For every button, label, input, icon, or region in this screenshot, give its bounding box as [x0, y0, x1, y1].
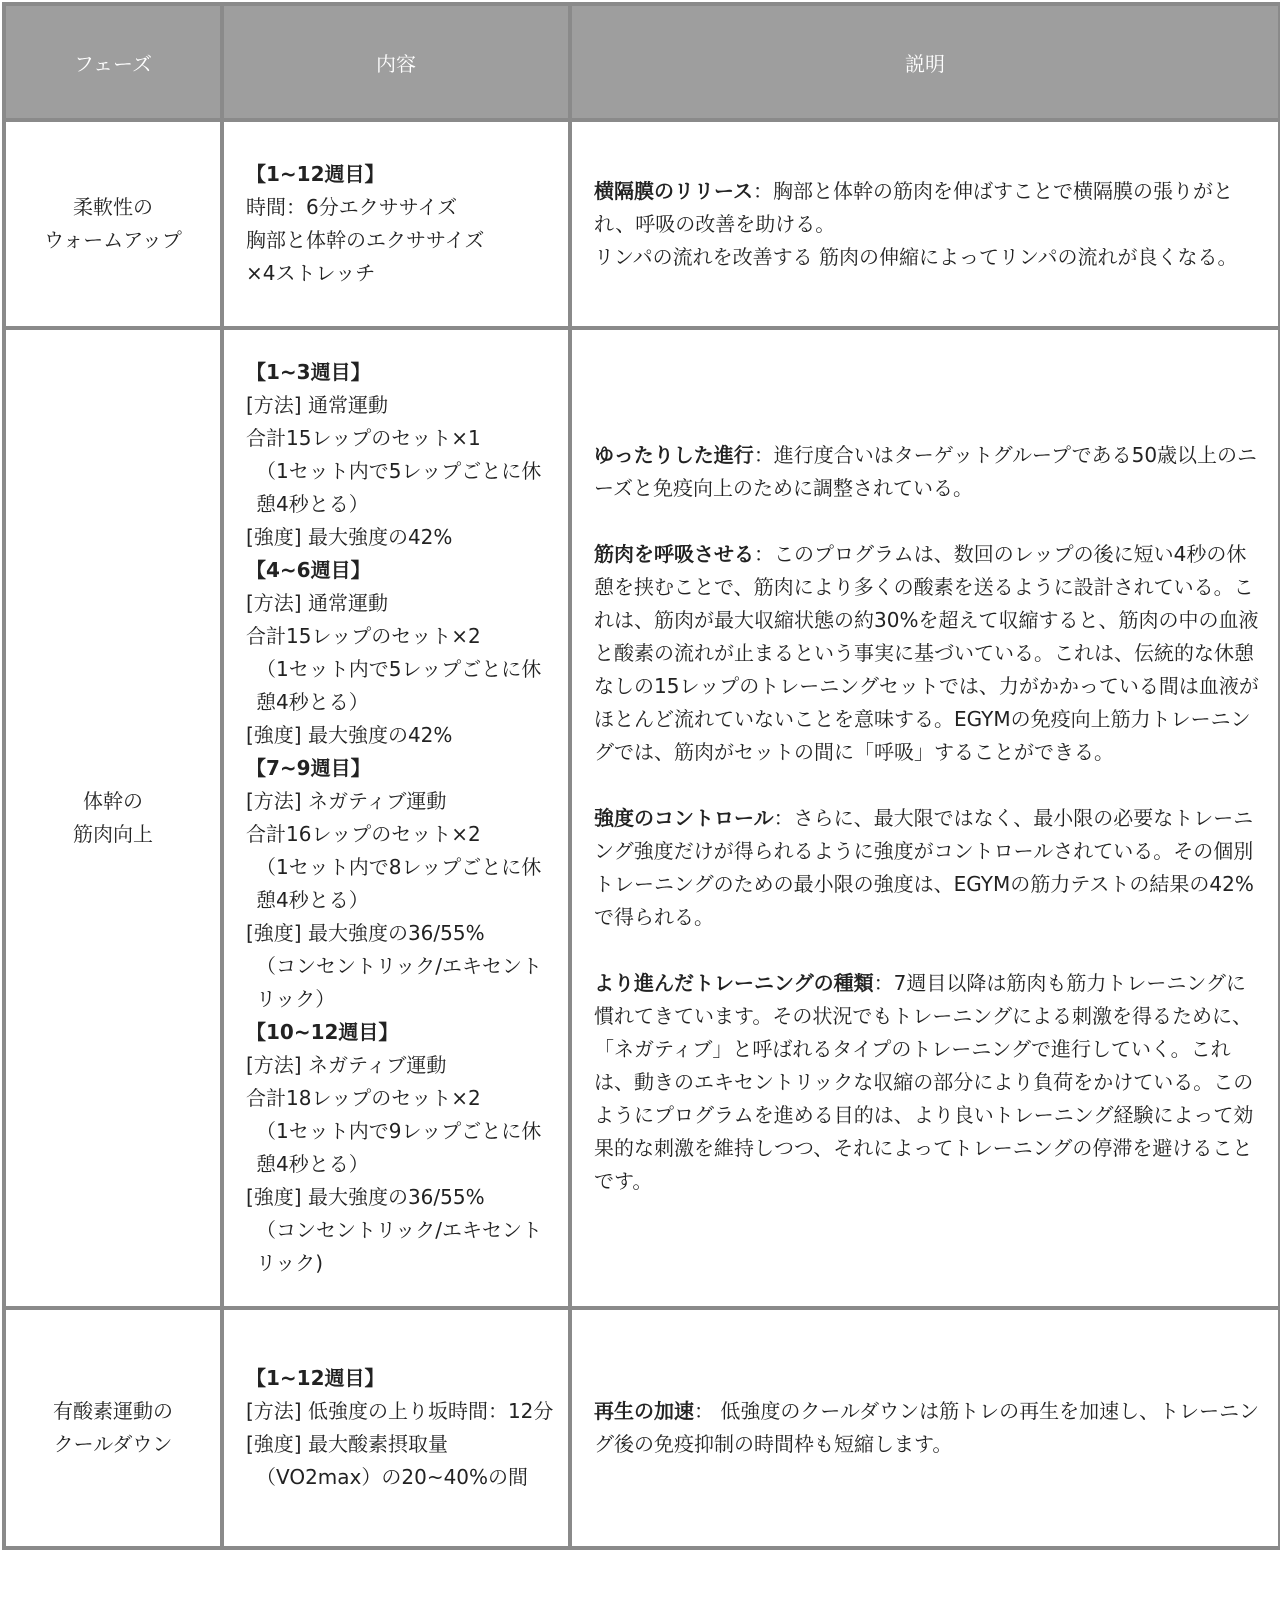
content-line: [方法] ネガティブ運動 [246, 789, 447, 813]
content-line: （VO2max）の20~40%の間 [256, 1465, 529, 1489]
content-line: （1セット内で8レップごとに休憩4秒とる） [256, 855, 542, 912]
content-line: [強度] 最大強度の42% [246, 723, 453, 747]
description-body: ：このプログラムは、数回のレップの後に短い4秒の休憩を挟むことで、筋肉により多くの酸素を送るように設計されている。これは、筋肉が最大収縮状態の約30%を超えて収縮すると、筋肉の中の血液と酸素の流れが止まるという事実に基づいている。これは、伝統的な休憩なしの15レップのトレーニングセットでは、力がかかっている間は血液がほとんど流れていないことを意味する。EGYMの免疫向上筋力トレーニングでは、筋肉がセットの間に「呼吸」することができる。 [594, 541, 1259, 764]
phase-label: クールダウン [53, 1432, 173, 1456]
phase-label: 柔軟性の [73, 195, 153, 219]
description-body: ：進行度合いはターゲットグループである50歳以上のニーズと免疫向上のために調整されている。 [594, 442, 1258, 500]
header-phase: フェーズ [4, 4, 222, 120]
content-line: [強度] 最大強度の36/55% [246, 921, 485, 945]
description-title: 横隔膜のリリース [594, 178, 753, 203]
description-body: ：胸部と体幹の筋肉を伸ばすことで横隔膜の張りがとれ、呼吸の改善を助ける。 [594, 178, 1233, 236]
content-line: [方法] 低強度の上り坂時間：12分 [246, 1399, 554, 1423]
phase-label: ウォームアップ [44, 228, 182, 252]
description-cell [570, 1308, 1280, 1548]
description-paragraph [594, 175, 1260, 241]
content-line: [方法] ネガティブ運動 [246, 1053, 447, 1077]
content-line: 【1~12週目】 [246, 1366, 385, 1390]
description-body: ： 低強度のクールダウンは筋トレの再生を加速し、トレーニング後の免疫抑制の時間枠も短縮します。 [594, 1399, 1260, 1456]
description-body: ：さらに、最大限ではなく、最小限の必要なトレーニング強度だけが得られるように強度がコントロールされている。その個別トレーニングのための最小限の強度は、EGYMの筋力テストの結果の42%で得られる。 [594, 805, 1254, 929]
description-title: より進んだトレーニングの種類 [594, 970, 874, 995]
content-line: 【10~12週目】 [246, 1020, 399, 1044]
phase-cell [4, 328, 222, 1308]
content-line: ×4ストレッチ [246, 261, 376, 285]
content-line: （1セット内で9レップごとに休憩4秒とる） [256, 1119, 542, 1176]
description-title: 筋肉を呼吸させる [594, 541, 754, 566]
content-line: （コンセントリック/エキセントリック) [256, 1218, 542, 1275]
header-content: 内容 [222, 4, 570, 120]
header-description: 説明 [570, 4, 1280, 120]
content-line: 【7~9週目】 [246, 756, 371, 780]
content-line: 【1~3週目】 [246, 360, 371, 384]
description-paragraph [594, 802, 1260, 934]
table-row-warmup [4, 120, 1280, 328]
content-line: [強度] 最大強度の36/55% [246, 1185, 485, 1209]
description-extra: リンパの流れを改善する 筋肉の伸縮によってリンパの流れが良くなる。 [594, 244, 1238, 269]
header-row [4, 4, 1280, 120]
phase-cell [4, 120, 222, 328]
content-line: 合計15レップのセット×2 [246, 624, 481, 648]
content-line: （1セット内で5レップごとに休憩4秒とる） [256, 459, 542, 516]
description-cell [570, 120, 1280, 328]
description-body: ：7週目以降は筋肉も筋力トレーニングに慣れてきています。その状況でもトレーニングによる刺激を得るために、「ネガティブ」と呼ばれるタイプのトレーニングで進行していく。これは、動きのエキセントリックな収縮の部分により負荷をかけている。このようにプログラムを進める目的は、より良いトレーニング経験によって効果的な刺激を維持しつつ、それによってトレーニングの停滞を避けることです。 [594, 970, 1254, 1193]
phase-label: 体幹の [83, 789, 143, 813]
table-row-cooldown [4, 1308, 1280, 1548]
training-program-table [2, 2, 1280, 1550]
content-line: 【4~6週目】 [246, 558, 371, 582]
description-paragraph [594, 967, 1260, 1198]
description-cell [570, 328, 1280, 1308]
content-line: 時間：6分エクササイズ [246, 195, 458, 219]
content-line: [方法] 通常運動 [246, 393, 388, 417]
content-line: [強度] 最大酸素摂取量 [246, 1432, 448, 1456]
content-line: 合計16レップのセット×2 [246, 822, 481, 846]
description-paragraph [594, 439, 1260, 505]
content-line: 合計18レップのセット×2 [246, 1086, 481, 1110]
content-cell [222, 328, 570, 1308]
content-line: 合計15レップのセット×1 [246, 426, 481, 450]
table-row-core [4, 328, 1280, 1308]
phase-label: 筋肉向上 [73, 822, 153, 846]
description-paragraph [594, 538, 1260, 769]
description-title: 強度のコントロール [594, 805, 774, 830]
content-line: （コンセントリック/エキセントリック） [256, 954, 542, 1011]
description-title: ゆったりした進行 [594, 442, 754, 467]
phase-cell [4, 1308, 222, 1548]
phase-label: 有酸素運動の [53, 1399, 173, 1423]
content-line: （1セット内で5レップごとに休憩4秒とる） [256, 657, 542, 714]
description-paragraph [594, 1395, 1260, 1461]
content-cell [222, 120, 570, 328]
content-line: 胸部と体幹のエクササイズ [246, 228, 485, 252]
content-cell [222, 1308, 570, 1548]
description-title: 再生の加速 [594, 1399, 694, 1423]
content-line: [方法] 通常運動 [246, 591, 388, 615]
content-line: 【1~12週目】 [246, 162, 385, 186]
content-line: [強度] 最大強度の42% [246, 525, 453, 549]
